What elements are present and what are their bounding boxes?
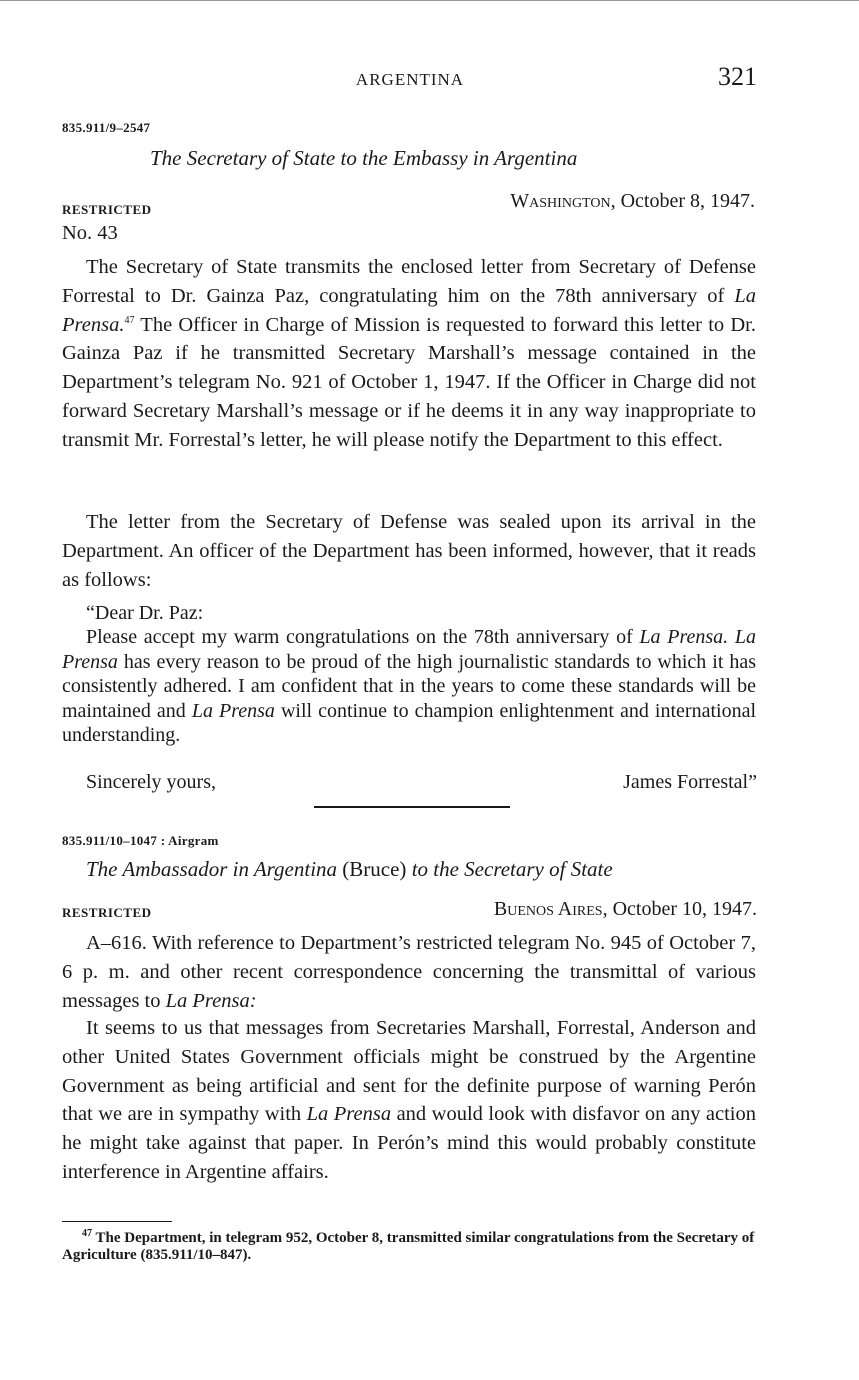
doc1-date: , October 8, 1947. — [610, 190, 755, 212]
doc2-place: Buenos Aires — [493, 898, 603, 920]
doc1-place: Washington — [510, 190, 611, 212]
doc1-paragraph-1: The Secretary of State transmits the enclosed letter from Secretary of Defense Forrestal to Dr. Gainza Paz, congratulating him on the 78th anniversary of La Prensa.$^{47}$ The Officer in Charge of Mission is requested to forward this letter to Dr. Gainza Paz if he transmitted Secretary Marshall’s message contained in the Department’s telegram No. 921 of October 1, 1947. If the Officer in Charge did not forward Secretary Marshall’s message or if he deems it in any way inappropriate to transmit Mr. Forrestal’s letter, he will please notify the Department to this effect. — [62, 256, 756, 451]
doc2-date: , October 10, 1947. — [602, 898, 757, 920]
doc2-heading: The Ambassador in Argentina (Bruce) to the Secretary of State — [86, 857, 613, 881]
letter-signature: James Forrestal” — [623, 771, 757, 793]
page-number: 321 — [718, 62, 757, 91]
footnote-ref: 47 — [124, 314, 135, 326]
doc1-paragraph-2: The letter from the Secretary of Defense was sealed upon its arrival in the Department. An officer of the Department has been informed, however, that it reads as follows: — [62, 511, 756, 591]
running-title: ARGENTINA — [355, 70, 465, 89]
doc1-number: No. 43 — [62, 222, 118, 244]
doc2-paragraph-2: It seems to us that messages from Secretaries Marshall, Forrestal, Anderson and other United States Government officials might be construed by the Argentine Government as being artificial and sent for the definite purpose of warning Perón that we are in sympathy with La Prensa and would look with disfavor on any action he might take against that paper. In Perón’s mind this would probably constitute interference in Argentine affairs. — [62, 1017, 757, 1183]
doc1-file-number: 835.911/9–2547 — [62, 120, 151, 135]
section-divider — [314, 806, 510, 808]
doc2-file-number: 835.911/10–1047 : Airgram — [62, 833, 219, 848]
doc2-dateline — [494, 898, 757, 921]
footnote-rule — [62, 1221, 172, 1222]
doc1-dateline — [510, 190, 755, 213]
footnote-text: The Department, in telegram 952, October 8, transmitted similar congratulations from the Secretary of Agriculture (835.911/10–847). — [62, 1230, 755, 1263]
letter-body: Please accept my warm congratulations on the 78th anniversary of La Prensa. La Prensa has every reason to be proud of the high journalistic standards to which it has consistently adhered. I am confident that in the years to come these standards will be maintained and La Prensa will continue to champion enlightenment and international understanding. — [62, 626, 756, 746]
letter-closing: Sincerely yours, — [86, 771, 216, 793]
footnote-marker: 47 — [82, 1228, 92, 1239]
doc1-classification: RESTRICTED — [62, 202, 152, 217]
doc2-classification: RESTRICTED — [62, 905, 152, 920]
doc2-paragraph-1: A–616. With reference to Department’s restricted telegram No. 945 of October 7, 6 p. m. and other recent correspondence concerning the transmittal of various messages to La Prensa: — [62, 932, 756, 1012]
scan-edge-line — [0, 0, 859, 1]
doc1-heading: The Secretary of State to the Embassy in Argentina — [150, 146, 578, 170]
letter-salutation: “Dear Dr. Paz: — [86, 602, 204, 624]
newspaper-name: La Prensa. — [62, 284, 756, 336]
footnote — [62, 1230, 762, 1264]
